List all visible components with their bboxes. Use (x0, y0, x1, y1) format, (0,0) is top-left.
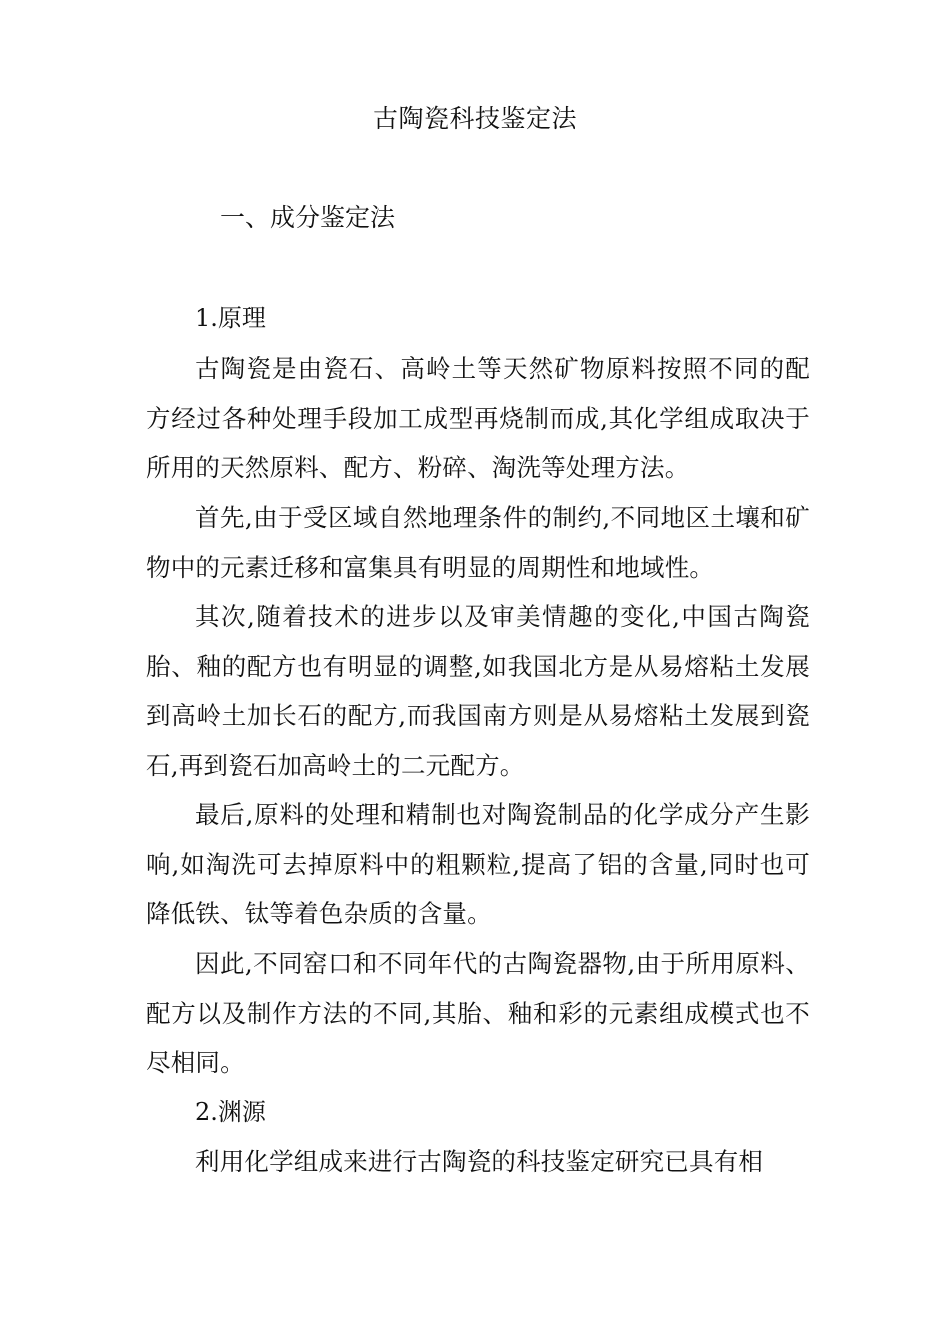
paragraph-second: 其次,随着技术的进步以及审美情趣的变化,中国古陶瓷胎、釉的配方也有明显的调整,如我国北方是从易熔粘土发展到高岭土加长石的配方,而我国南方则是从易熔粘土发展到瓷石,再到瓷石加高岭土的二元配方。 (146, 602, 810, 780)
paragraph-origin: 利用化学组成来进行古陶瓷的科技鉴定研究已具有相 (195, 1147, 764, 1176)
paragraph-third: 最后,原料的处理和精制也对陶瓷制品的化学成分产生影响,如淘洗可去掉原料中的粗颗粒,提高了铝的含量,同时也可降低铁、钛等着色杂质的含量。 (146, 800, 810, 928)
section-heading: 一、成分鉴定法 (220, 203, 396, 232)
subsection-heading-origin: 2.渊源 (195, 1098, 266, 1126)
document-title: 古陶瓷科技鉴定法 (372, 104, 577, 133)
subsection-heading-principle: 1.原理 (195, 304, 266, 332)
paragraph-intro: 古陶瓷是由瓷石、高岭土等天然矿物原料按照不同的配方经过各种处理手段加工成型再烧制而成,其化学组成取决于所用的天然原料、配方、粉碎、淘洗等处理方法。 (146, 354, 810, 482)
paragraph-conclusion: 因此,不同窑口和不同年代的古陶瓷器物,由于所用原料、配方以及制作方法的不同,其胎、釉和彩的元素组成模式也不尽相同。 (146, 949, 810, 1077)
paragraph-first: 首先,由于受区域自然地理条件的制约,不同地区土壤和矿物中的元素迁移和富集具有明显的周期性和地域性。 (146, 503, 810, 582)
